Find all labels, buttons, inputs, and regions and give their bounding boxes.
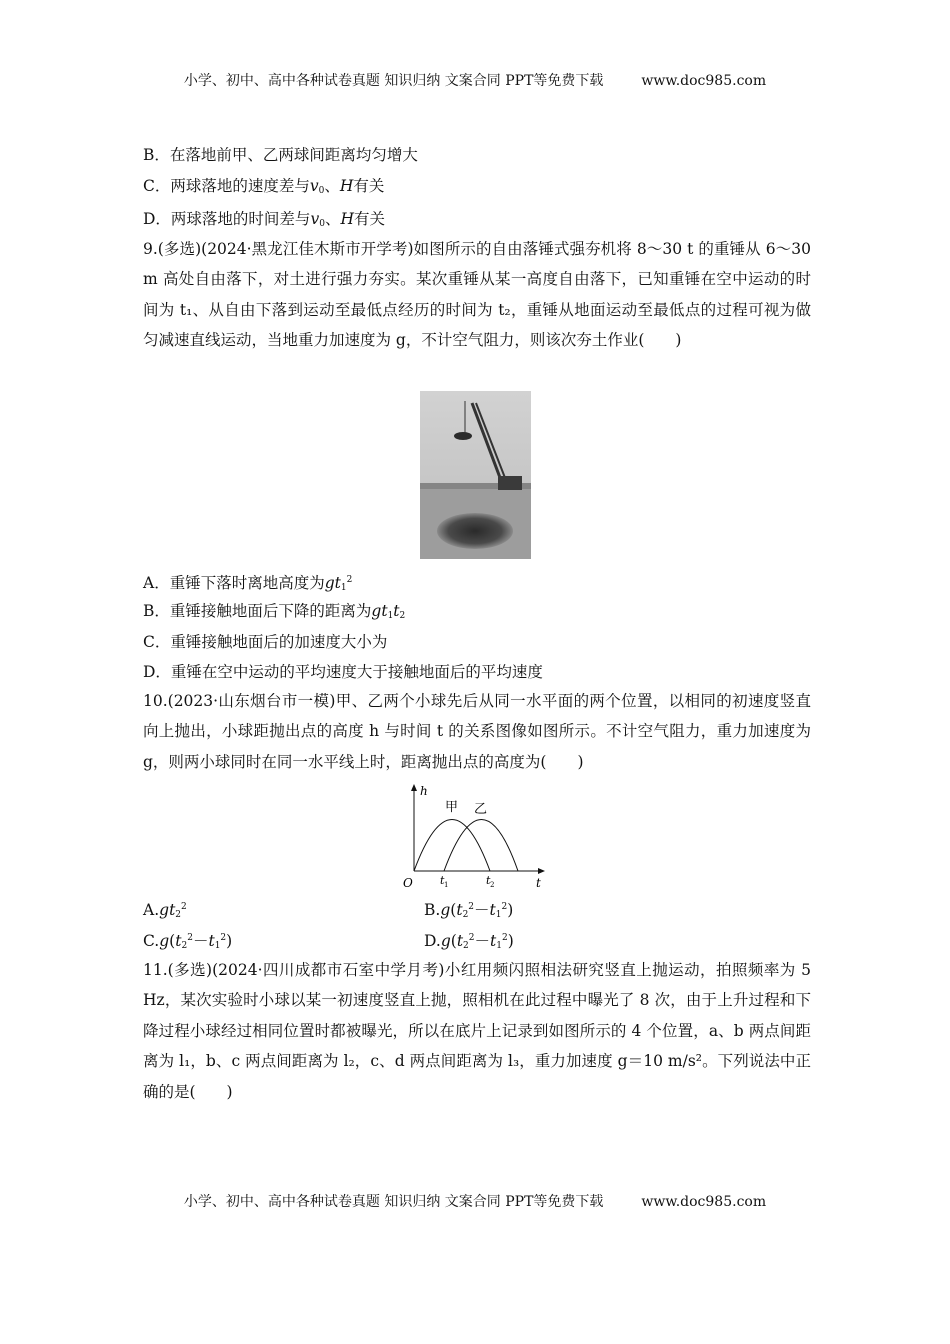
q10-option-c: $C.g(t_2^2-t_1^2)$ (143, 932, 233, 951)
footer-text: 小学、初中、高中各种试卷真题 知识归纳 文案合同 PPT等免费下载 (183, 1194, 604, 1210)
page-header (0, 70, 950, 90)
q9-option-b: B．重锤接触地面后下降的距离为$gt_1t_2$ (143, 602, 406, 621)
q8-option-d: D．两球落地的时间差与$v_0$、H有关 (143, 210, 385, 229)
t1-label: t (440, 874, 445, 887)
header-text: 小学、初中、高中各种试卷真题 知识归纳 文案合同 PPT等免费下载 (183, 73, 604, 89)
origin-label: O (403, 876, 413, 890)
page-footer (0, 1191, 950, 1211)
crane-photo (420, 391, 531, 559)
q10-option-d: $D.g(t_2^2-t_1^2)$ (424, 932, 514, 951)
svg-text:2: 2 (490, 881, 495, 889)
footer-site: www.doc985.com (641, 1194, 767, 1210)
q9-option-c: C．重锤接触地面后的加速度大小为 (143, 633, 388, 651)
curve-jia (414, 820, 490, 872)
yi-label: 乙 (474, 802, 488, 817)
svg-text:1: 1 (444, 881, 449, 889)
h-label: h (420, 784, 428, 798)
t2-label: t (486, 874, 491, 887)
height-time-graph (400, 783, 550, 891)
q8-option-b: B．在落地前甲、乙两球间距离均匀增大 (143, 146, 418, 164)
header-site: www.doc985.com (641, 73, 767, 89)
q9-stem: 9.(多选)(2024·黑龙江佳木斯市开学考)如图所示的自由落锤式强夯机将 8～30 t 的重锤从 6～30 m 高处自由落下，对土进行强力夯实。某次重锤从某一高度自由落下，已知重锤在空中运动的时间为 t₁、从自由下落到运动至最低点经历的时间为 t₂，重锤从地面运动至最低点的过程可视为做匀减速直线运动，当地重力加速度为 g，不计空气阻力，则该次夯土作业( ) (143, 240, 811, 350)
q11-stem: 11.(多选)(2024·四川成都市石室中学月考)小红用频闪照相法研究竖直上抛运动，拍照频率为 5 Hz，某次实验时小球以某一初速度竖直上抛，照相机在此过程中曝光了 8 次，由于上升过程和下降过程小球经过相同位置时都被曝光，所以在底片上记录到如图所示的 4 个位置，a、b 两点间距离为 l₁，b、c 两点间距离为 l₂，c、d 两点间距离为 l₃，重力加速度 g＝10 m/s²。下列说法中正确的是( ) (143, 961, 811, 1101)
q9-option-d: D．重锤在空中运动的平均速度大于接触地面后的平均速度 (143, 663, 543, 681)
q8-option-c: C．两球落地的速度差与$v_0$、H有关 (143, 177, 385, 196)
curve-yi (444, 820, 518, 872)
jia-label: 甲 (445, 800, 459, 815)
q9-option-a: A．重锤下落时离地高度为$gt_1^2$ (143, 574, 353, 593)
q10-option-a: $A.gt_2^2$ (143, 901, 187, 920)
q10-option-b: $B.g(t_2^2-t_1^2)$ (424, 901, 514, 920)
q10-stem: 10.(2023·山东烟台市一模)甲、乙两个小球先后从同一水平面的两个位置，以相同的初速度竖直向上抛出，小球距抛出点的高度 h 与时间 t 的关系图像如图所示。不计空气阻力，重力加速度为 g，则两小球同时在同一水平线上时，距离抛出点的高度为( ) (143, 692, 811, 771)
t-label: t (536, 876, 541, 890)
